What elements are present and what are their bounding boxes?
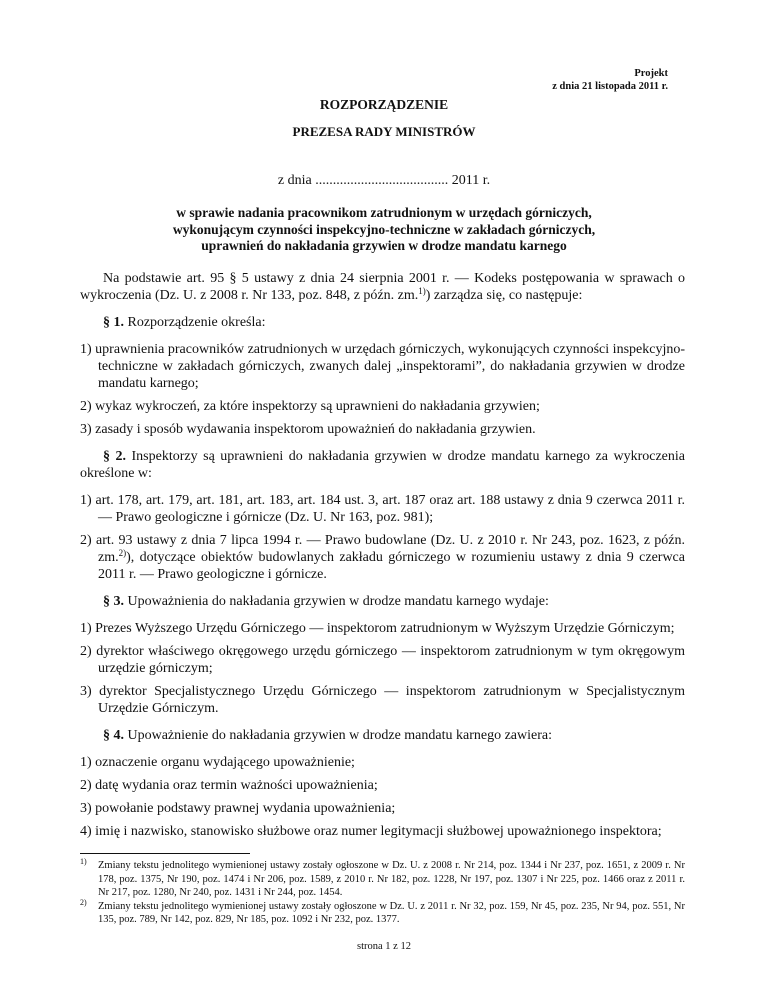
subject-line: uprawnień do nakładania grzywien w drodze mandatu karnego xyxy=(201,238,567,253)
issue-date-line: z dnia ...................................... 2011 r. xyxy=(277,173,491,188)
section-mark: § 1. xyxy=(103,315,124,330)
list-item-text: 2) art. 93 ustawy z dnia 7 lipca 1994 r. — Prawo budowlane (Dz. U. z 2010 r. Nr 243, poz. 1623, z późn. zm. xyxy=(80,533,685,565)
list-item: 2) datę wydania oraz termin ważności upoważnienia; xyxy=(80,778,378,793)
section-4-intro xyxy=(80,727,685,744)
page-number: strona 1 z 12 xyxy=(357,941,411,952)
draft-label-title: Projekt xyxy=(634,68,668,79)
regulation-body xyxy=(80,270,685,840)
list-item: 3) powołanie podstawy prawnej wydania upoważnienia; xyxy=(80,801,396,816)
footnote-ref[interactable]: 1) xyxy=(418,286,426,296)
list-item: 4) imię i nazwisko, stanowisko służbowe oraz numer legitymacji służbowej upoważnionego inspektora; xyxy=(80,824,662,839)
list-item: 3) zasady i sposób wydawania inspektorom upoważnień do nakładania grzywien. xyxy=(80,422,536,437)
list-item: 3) dyrektor Specjalistycznego Urzędu Górniczego — inspektorom zatrudnionym w Specjalistycznym Urzędzie Górniczym. xyxy=(80,684,685,716)
document-type-title: ROZPORZĄDZENIE xyxy=(319,97,449,112)
subject-line: w sprawie nadania pracownikom zatrudnionym w urzędach górniczych, xyxy=(176,205,592,220)
list-item: 2) wykaz wykroczeń, za które inspektorzy są uprawnieni do nakładania grzywien; xyxy=(80,399,540,414)
footnote-separator xyxy=(80,853,250,854)
list-item-text-end: ), dotyczące obiektów budowlanych zakładu górniczego w rozumieniu ustawy z dnia 9 czerwca 2011 r. — Prawo geologiczne i górnicze. xyxy=(98,550,685,582)
regulation-subject xyxy=(0,205,768,255)
section-mark: § 3. xyxy=(103,594,124,609)
issuing-authority: PREZESA RADY MINISTRÓW xyxy=(292,124,476,139)
list-item xyxy=(80,532,685,583)
list-item: 2) dyrektor właściwego okręgowego urzędu górniczego — inspektorom zatrudnionym w tym okręgowym urzędzie górniczym; xyxy=(80,644,685,676)
list-item: 1) art. 178, art. 179, art. 181, art. 183, art. 184 ust. 3, art. 187 oraz art. 188 ustawy z dnia 9 czerwca 2011 r. — Prawo geologiczne i górnicze (Dz. U. Nr 163, poz. 981); xyxy=(80,493,685,525)
section-3-intro xyxy=(80,593,685,610)
footnote: 1) Zmiany tekstu jednolitego wymienionej ustawy zostały ogłoszone w Dz. U. z 2008 r. Nr 214, poz. 1344 i Nr 237, poz. 1651, z 2009 r. Nr 178, poz. 1375, Nr 190, poz. 1474 i Nr 206, poz. 1589, z 2010 r. Nr 182, poz. 1228, Nr 197, poz. 1307 i Nr 225, poz. 1466 oraz z 2011 r. Nr 217, poz. 1280, Nr 240, poz. 1431 i Nr 244, poz. 1454. xyxy=(80,857,685,898)
section-mark: § 4. xyxy=(103,728,124,743)
draft-label xyxy=(552,67,668,93)
section-text: Upoważnienia do nakładania grzywien w drodze mandatu karnego wydaje: xyxy=(124,594,549,609)
section-mark: § 2. xyxy=(103,449,127,464)
footnote: 2) Zmiany tekstu jednolitego wymienionej ustawy zostały ogłoszone w Dz. U. z 2011 r. Nr 32, poz. 159, Nr 45, poz. 235, Nr 94, poz. 551, Nr 135, poz. 789, Nr 142, poz. 829, Nr 185, poz. 1092 i Nr 232, poz. 1377. xyxy=(80,897,685,925)
section-text: Upoważnienie do nakładania grzywien w drodze mandatu karnego zawiera: xyxy=(124,728,552,743)
section-2-intro xyxy=(80,448,685,482)
footnote-text: Zmiany tekstu jednolitego wymienionej ustawy zostały ogłoszone w Dz. U. z 2011 r. Nr 32, poz. 159, Nr 45, poz. 235, Nr 94, poz. 551, Nr 135, poz. 789, Nr 142, poz. 829, Nr 185, poz. 1092 i Nr 232, poz. 1377. xyxy=(98,900,685,925)
section-1-intro xyxy=(80,314,685,331)
preamble xyxy=(80,270,685,304)
footnote-text: Zmiany tekstu jednolitego wymienionej ustawy zostały ogłoszone w Dz. U. z 2008 r. Nr 214, poz. 1344 i Nr 237, poz. 1651, z 2009 r. Nr 178, poz. 1375, Nr 190, poz. 1474 i Nr 206, poz. 1589, z 2010 r. Nr 182, poz. 1228, Nr 197, poz. 1307 i Nr 225, poz. 1466 oraz z 2011 r. Nr 217, poz. 1280, Nr 240, poz. 1431 i Nr 244, poz. 1454. xyxy=(98,860,685,898)
subject-line: wykonującym czynności inspekcyjno-techniczne w zakładach górniczych, xyxy=(172,221,596,237)
section-text: Rozporządzenie określa: xyxy=(124,315,266,330)
footnote-ref[interactable]: 2) xyxy=(118,548,127,558)
section-text: Inspektorzy są uprawnieni do nakładania grzywien w drodze mandatu karnego za wykroczenia określone w: xyxy=(80,449,686,481)
list-item: 1) uprawnienia pracowników zatrudnionych w urzędach górniczych, wykonujących czynności inspekcyjno-techniczne w zakładach górniczych, zwanych dalej „inspektorami”, do nakładania grzywien w drodze mandatu karnego; xyxy=(80,342,685,391)
footnotes xyxy=(80,859,685,927)
preamble-text: Na podstawie art. 95 § 5 ustawy z dnia 24 sierpnia 2001 r. — Kodeks postępowania w sprawach o wykroczenia (Dz. U. z 2008 r. Nr 133, poz. 848, z późn. zm. xyxy=(80,271,685,303)
preamble-text-end: ) zarządza się, co następuje: xyxy=(425,288,583,303)
list-item: 1) oznaczenie organu wydającego upoważnienie; xyxy=(80,755,355,770)
list-item: 1) Prezes Wyższego Urzędu Górniczego — inspektorom zatrudnionym w Wyższym Urzędzie Górniczym; xyxy=(80,621,675,636)
draft-label-date: z dnia 21 listopada 2011 r. xyxy=(552,81,668,92)
